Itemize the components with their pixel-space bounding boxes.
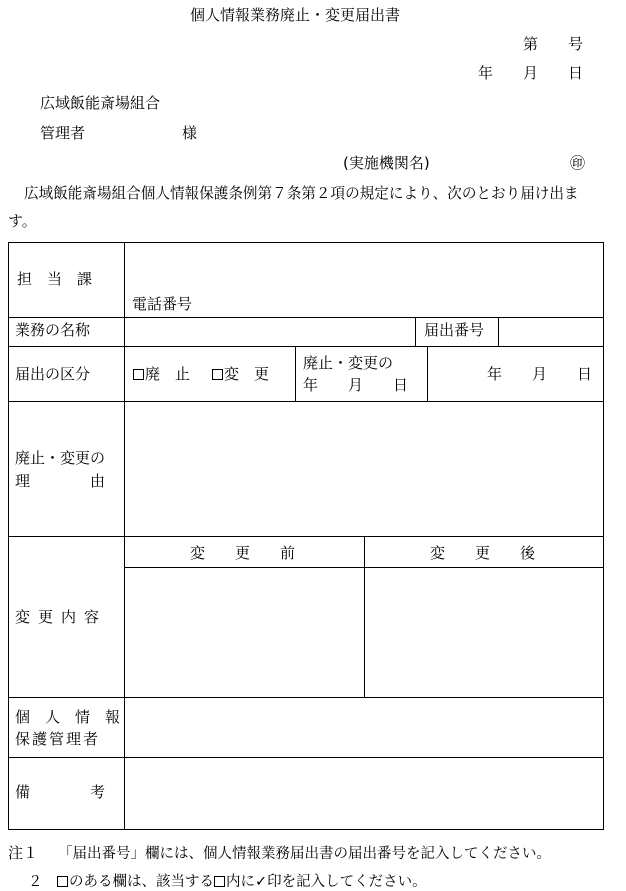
checkbox-change[interactable] bbox=[212, 369, 223, 380]
option-change[interactable] bbox=[212, 365, 269, 383]
filing-number-label: 届出番号 bbox=[424, 321, 485, 339]
protection-manager-label-line-1: 個 人 情 報 bbox=[15, 708, 121, 726]
filing-form-table bbox=[8, 242, 604, 830]
intro-line-2: す。 bbox=[8, 212, 37, 230]
category-label: 届出の区分 bbox=[15, 365, 91, 383]
note-2-end: 印を記入してください。 bbox=[267, 874, 427, 890]
addressee-org: 広域飯能斎場組合 bbox=[40, 94, 161, 112]
checkbox-abolish[interactable] bbox=[133, 369, 144, 380]
note-2-prefix: ２ bbox=[28, 874, 43, 890]
check-mark-icon: ✓ bbox=[255, 874, 268, 890]
department-label: 担 当 課 bbox=[17, 270, 93, 288]
business-name-field[interactable] bbox=[125, 317, 415, 346]
note-1-text: 「届出番号」欄には、個人情報業務届出書の届出番号を記入してください。 bbox=[58, 846, 551, 862]
protection-manager-field[interactable] bbox=[125, 697, 603, 757]
option-abolish[interactable] bbox=[133, 365, 190, 383]
phone-label: 電話番号 bbox=[132, 295, 193, 313]
note-2-after-box: 内に bbox=[226, 874, 255, 890]
date-value[interactable]: 年 月 日 bbox=[487, 365, 593, 383]
addressee-manager: 管理者 bbox=[40, 124, 86, 142]
note-2-before-box: のある欄は、該当する bbox=[69, 874, 214, 890]
seal-mark: ㊞ bbox=[570, 154, 586, 172]
reason-label-line-2: 理 由 bbox=[15, 472, 106, 490]
business-name-label: 業務の名称 bbox=[15, 321, 91, 339]
filing-number-field[interactable] bbox=[499, 317, 603, 346]
date-line: 年 月 日 bbox=[478, 64, 584, 82]
document-title: 個人情報業務廃止・変更届出書 bbox=[190, 6, 401, 24]
date-label-line-2: 年 月 日 bbox=[303, 376, 409, 394]
option-change-label: 変 更 bbox=[224, 365, 270, 383]
number-line: 第 号 bbox=[523, 35, 584, 53]
note-2 bbox=[28, 870, 427, 891]
change-content-label: 変更内容 bbox=[15, 608, 108, 626]
honorific: 様 bbox=[182, 124, 198, 142]
intro-line-1: 広域飯能斎場組合個人情報保護条例第７条第２項の規定により、次のとおり届け出ま bbox=[24, 185, 579, 202]
after-label: 変 更 後 bbox=[430, 544, 536, 562]
before-field[interactable] bbox=[125, 568, 364, 697]
department-field[interactable] bbox=[125, 243, 603, 293]
after-field[interactable] bbox=[365, 568, 603, 697]
note-1-prefix: 注１ bbox=[8, 844, 39, 862]
reason-label-line-1: 廃止・変更の bbox=[15, 449, 106, 467]
before-label: 変 更 前 bbox=[190, 544, 296, 562]
remarks-label: 備 考 bbox=[15, 783, 106, 801]
reason-field[interactable] bbox=[125, 401, 603, 536]
protection-manager-label-line-2: 保護管理者 bbox=[15, 730, 101, 748]
option-abolish-label: 廃 止 bbox=[145, 365, 191, 383]
checkbox-sample-icon-2 bbox=[214, 876, 225, 887]
remarks-field[interactable] bbox=[125, 757, 603, 829]
agency-name-label: (実施機関名) bbox=[343, 154, 430, 172]
date-label-line-1: 廃止・変更の bbox=[303, 354, 394, 372]
checkbox-sample-icon bbox=[57, 876, 68, 887]
